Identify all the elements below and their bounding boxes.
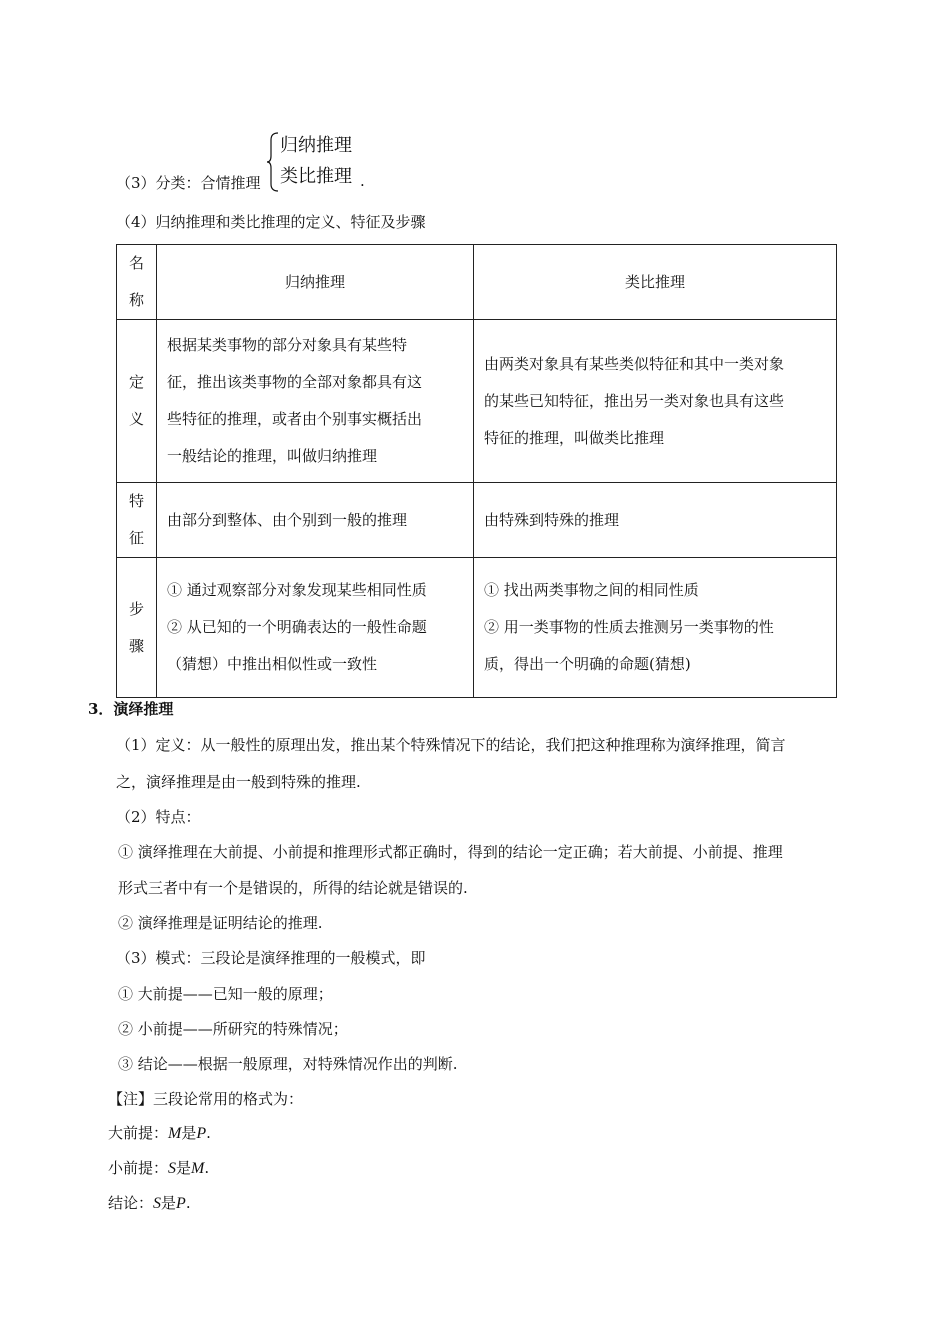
header-analogical: 类比推理 (474, 245, 837, 320)
classification-prefix: （3）分类：合情推理 (116, 174, 261, 192)
mode-3: ③ 结论——根据一般原理，对特殊情况作出的判断. (118, 1055, 458, 1073)
syllogism-conclusion: 结论：S是P. (108, 1194, 191, 1212)
feature-2: ② 演绎推理是证明结论的推理. (118, 914, 323, 932)
classification-suffix: . (360, 172, 365, 190)
section4-title: （4）归纳推理和类比推理的定义、特征及步骤 (116, 213, 426, 231)
row-label-definition: 定 义 (117, 320, 157, 483)
definition-line-2: 之，演绎推理是由一般到特殊的推理. (116, 773, 361, 791)
table-row-steps (117, 558, 837, 698)
features-title: （2）特点： (116, 808, 201, 826)
feature-inductive: 由部分到整体、由个别到一般的推理 (157, 483, 474, 558)
classification-item-inductive: 归纳推理 (280, 135, 352, 156)
comparison-table (116, 244, 837, 698)
classification-item-analogical: 类比推理 (280, 166, 352, 187)
row-label-steps: 步 骤 (117, 558, 157, 698)
definition-line-1: （1）定义：从一般性的原理出发，推出某个特殊情况下的结论，我们把这种推理称为演绎推理，简言 (116, 736, 786, 754)
mode-1: ① 大前提——已知一般的原理； (118, 985, 333, 1003)
feature-1-line-1: ① 演绎推理在大前提、小前提和推理形式都正确时，得到的结论一定正确；若大前提、小前提、推理 (118, 843, 783, 861)
syllogism-major: 大前提：M是P. (108, 1124, 211, 1142)
note: 【注】三段论常用的格式为： (108, 1090, 304, 1108)
mode-2: ② 小前提——所研究的特殊情况； (118, 1020, 348, 1038)
table-row-header (117, 245, 837, 320)
left-brace-icon (266, 132, 280, 192)
row-label-feature: 特 征 (117, 483, 157, 558)
mode-title: （3）模式：三段论是演绎推理的一般模式，即 (116, 949, 426, 967)
steps-inductive: ① 通过观察部分对象发现某些相同性质 ② 从已知的一个明确表达的一般性命题 （猜想）中推出相似性或一致性 (157, 558, 474, 698)
definition-analogical: 由两类对象具有某些类似特征和其中一类对象 的某些已知特征，推出另一类对象也具有这些 特征的推理，叫做类比推理 (474, 320, 837, 483)
definition-inductive: 根据某类事物的部分对象具有某些特 征，推出该类事物的全部对象都具有这 些特征的推理，或者由个别事实概括出 一般结论的推理，叫做归纳推理 (157, 320, 474, 483)
row-label-name: 名 称 (117, 245, 157, 320)
feature-1-line-2: 形式三者中有一个是错误的，所得的结论就是错误的. (118, 879, 468, 897)
header-inductive: 归纳推理 (157, 245, 474, 320)
syllogism-minor: 小前提：S是M. (108, 1159, 210, 1177)
table-row-definition (117, 320, 837, 483)
steps-analogical: ① 找出两类事物之间的相同性质 ② 用一类事物的性质去推测另一类事物的性 质，得出一个明确的命题(猜想) (474, 558, 837, 698)
section3-heading: 3．演绎推理 (88, 700, 174, 718)
table-row-feature (117, 483, 837, 558)
feature-analogical: 由特殊到特殊的推理 (474, 483, 837, 558)
